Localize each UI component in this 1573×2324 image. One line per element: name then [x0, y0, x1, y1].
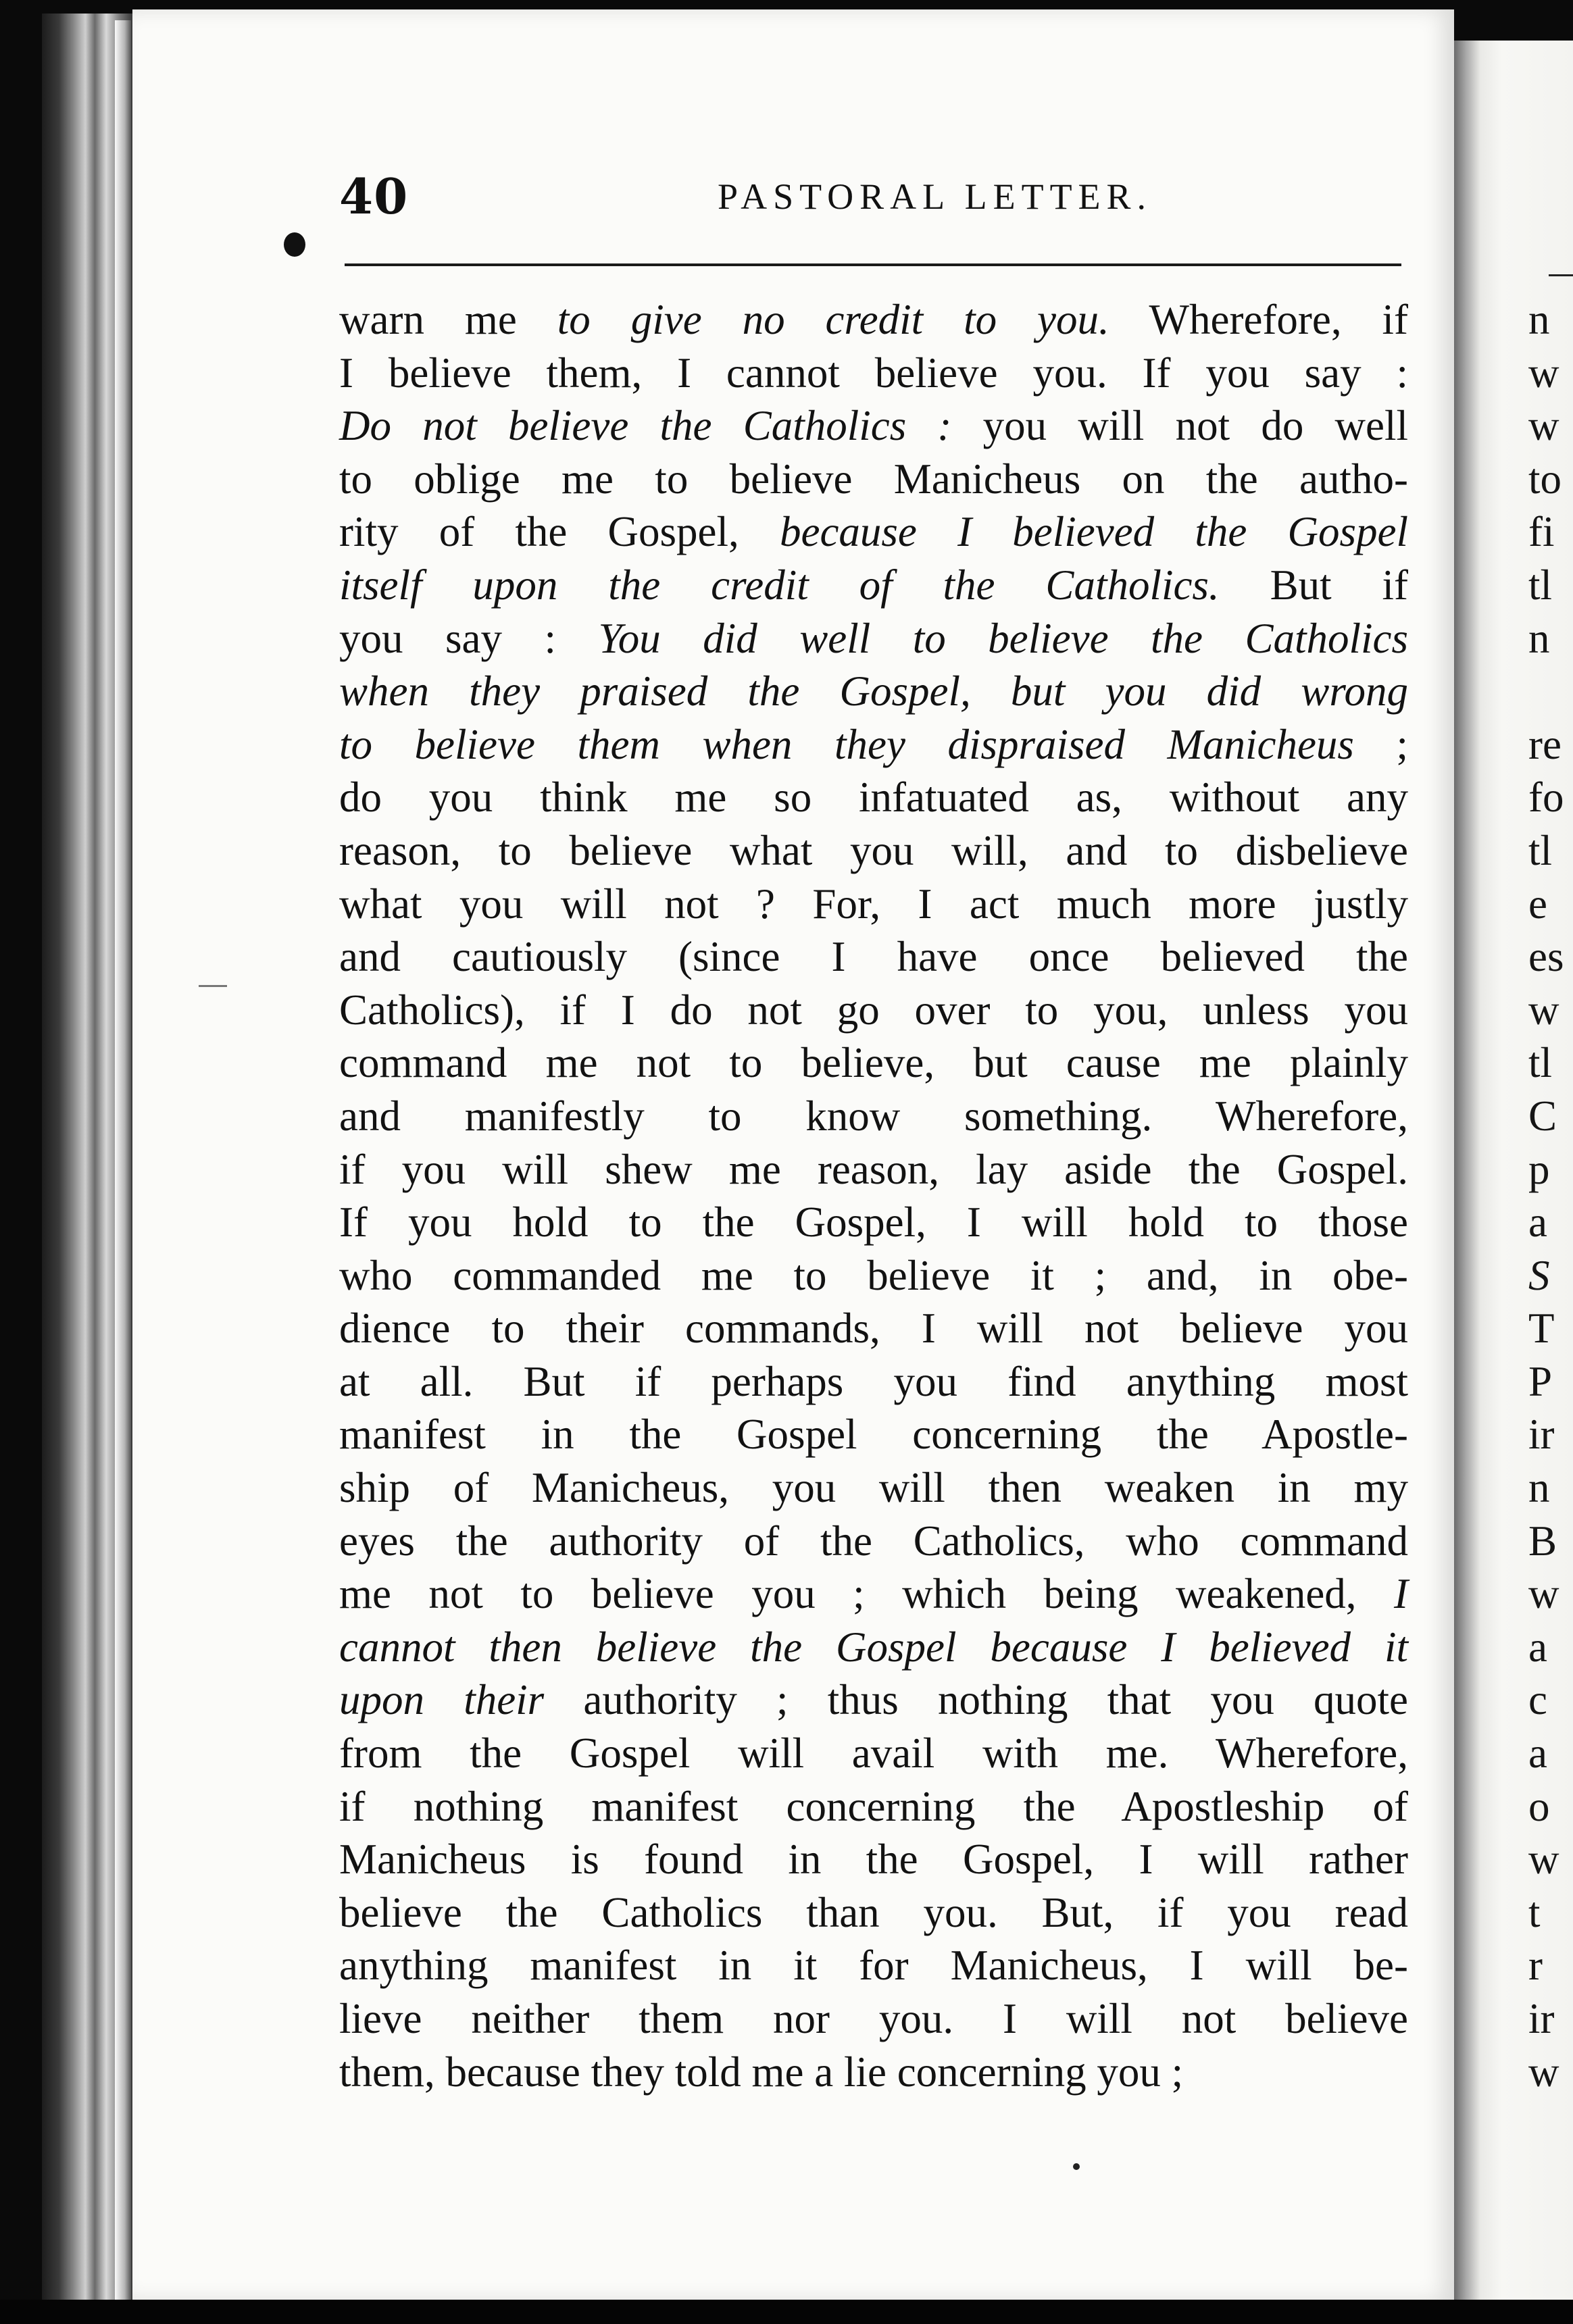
text-line: [339, 1833, 1408, 1886]
facing-page-fragment: S: [1528, 1251, 1550, 1299]
facing-page-fragment: fi: [1528, 508, 1555, 556]
text-run: eyes the authority of the Catholics, who command: [339, 1517, 1408, 1565]
text-run: ship of Manicheus, you will then weaken in my: [339, 1464, 1408, 1512]
text-line: [339, 1355, 1408, 1409]
text-line: [339, 1673, 1408, 1727]
text-line: [339, 1621, 1408, 1674]
text-line: [339, 1567, 1408, 1621]
facing-page-fragment: tl: [1528, 826, 1553, 874]
text-run: you will not do well: [951, 402, 1408, 450]
facing-page-fragment: a: [1528, 1623, 1547, 1671]
facing-page-fragment: to: [1528, 455, 1562, 503]
facing-page-fragment: B: [1528, 1517, 1557, 1565]
scan-border: [0, 2300, 1573, 2324]
facing-page-fragment: re: [1528, 720, 1562, 768]
text-run: do you think me so infatuated as, without any: [339, 774, 1408, 822]
text-line: [339, 347, 1408, 400]
facing-page-fragment: T: [1528, 1305, 1555, 1353]
text-line: [339, 559, 1408, 612]
facing-page-fragment: o: [1528, 1782, 1550, 1830]
facing-page-fragment: w: [1528, 2048, 1559, 2096]
facing-page-fragment: r: [1528, 1942, 1543, 1990]
text-run: Catholics), if I do not go over to you, unless you: [339, 986, 1408, 1034]
italic-text: because I believed the Gospel: [779, 508, 1408, 556]
text-run: warn me: [339, 296, 557, 343]
facing-page-fragment: n: [1528, 296, 1550, 343]
text-run: command me not to believe, but cause me plainly: [339, 1039, 1408, 1087]
text-run: if you will shew me reason, lay aside the Gospel.: [339, 1145, 1408, 1193]
italic-text: cannot then believe the Gospel because I believed it: [339, 1623, 1408, 1671]
text-run: rity of the Gospel,: [339, 508, 780, 556]
text-run: believe the Catholics than you. But, if you read: [339, 1888, 1408, 1936]
text-line: [339, 1036, 1408, 1090]
text-run: what you will not ? For, I act much more justly: [339, 880, 1408, 928]
facing-page-text-fragments: [1528, 293, 1564, 2098]
facing-page-fragment: w: [1528, 402, 1559, 450]
text-line: [339, 665, 1408, 718]
text-run: authority ; thus nothing that you quote: [544, 1676, 1408, 1724]
text-run: I believe them, I cannot believe you. If you say :: [339, 349, 1408, 397]
text-line: [339, 930, 1408, 984]
text-line: [339, 293, 1408, 347]
italic-text: I: [1394, 1570, 1408, 1618]
text-line: [339, 1886, 1408, 1940]
facing-page-fragment: p: [1528, 1145, 1550, 1193]
text-line: [339, 399, 1408, 453]
text-line: [339, 453, 1408, 506]
page-edge-strip: [115, 20, 131, 2304]
text-line: [339, 612, 1408, 665]
text-run: at all. But if perhaps you find anything most: [339, 1357, 1408, 1405]
italic-text: You did well to believe the Catholics: [598, 614, 1409, 662]
text-run: you say :: [339, 614, 599, 662]
italic-text: upon their: [339, 1676, 545, 1724]
facing-page-fragment: w: [1528, 349, 1559, 397]
text-line: [339, 1939, 1408, 1992]
facing-page-fragment: w: [1528, 986, 1559, 1034]
text-run: reason, to believe what you will, and to disbelieve: [339, 826, 1408, 874]
facing-page-fragment: t: [1528, 1888, 1541, 1936]
text-line: [339, 1090, 1408, 1143]
text-run: ;: [1353, 720, 1408, 768]
text-run: from the Gospel will avail with me. Wherefore,: [339, 1729, 1408, 1777]
text-run: and manifestly to know something. Wherefore,: [339, 1092, 1408, 1140]
italic-text: itself upon the credit of the Catholics.: [339, 561, 1220, 609]
text-line: [339, 1196, 1408, 1249]
facing-page-fragment: [1528, 665, 1564, 718]
text-run: But if: [1219, 561, 1408, 609]
italic-text: to believe them when they dispraised Manicheus: [339, 720, 1354, 768]
text-run: and cautiously (since I have once believed the: [339, 933, 1408, 981]
facing-page-fragment: fo: [1528, 774, 1564, 822]
facing-page-fragment: a: [1528, 1198, 1547, 1246]
page-number: 40: [339, 168, 409, 225]
facing-page-fragment: c: [1528, 1676, 1547, 1724]
text-run: to oblige me to believe Manicheus on the autho-: [339, 455, 1408, 503]
facing-page-fragment: tl: [1528, 561, 1553, 609]
facing-page-fragment: P: [1528, 1357, 1553, 1405]
text-line: [339, 1727, 1408, 1780]
text-run: Wherefore, if: [1109, 296, 1408, 343]
ink-blot: [284, 232, 305, 257]
body-text: [339, 293, 1408, 2098]
text-run: Manicheus is found in the Gospel, I will rather: [339, 1836, 1408, 1884]
text-line: [339, 1249, 1408, 1303]
facing-page-fragment: n: [1528, 614, 1550, 662]
facing-page-fragment: ir: [1528, 1411, 1555, 1459]
text-line: [339, 1992, 1408, 2046]
text-run: manifest in the Gospel concerning the Apostle-: [339, 1411, 1408, 1459]
text-line: [339, 1302, 1408, 1355]
ink-speck: [1073, 2163, 1080, 2170]
text-line: [339, 1143, 1408, 1196]
text-run: dience to their commands, I will not believe you: [339, 1305, 1408, 1353]
facing-page-rule: [1549, 274, 1573, 276]
text-run: If you hold to the Gospel, I will hold to those: [339, 1198, 1408, 1246]
text-line: [339, 878, 1408, 931]
italic-text: when they praised the Gospel, but you did wrong: [339, 667, 1408, 715]
facing-page-fragment: w: [1528, 1836, 1559, 1884]
text-line: [339, 1461, 1408, 1515]
text-run: if nothing manifest concerning the Apostleship of: [339, 1782, 1408, 1830]
page-header: [339, 168, 1401, 235]
text-line: [339, 1515, 1408, 1568]
facing-page-fragment: n: [1528, 1464, 1550, 1512]
text-run: me not to believe you ; which being weakened,: [339, 1570, 1395, 1618]
facing-page-fragment: es: [1528, 933, 1564, 981]
header-rule: [345, 263, 1401, 266]
text-line: [339, 718, 1408, 772]
facing-page-fragment: w: [1528, 1570, 1559, 1618]
text-line: [339, 771, 1408, 824]
text-line: [339, 2046, 1408, 2099]
text-line: [339, 824, 1408, 878]
text-run: anything manifest in it for Manicheus, I will be-: [339, 1942, 1408, 1990]
margin-mark: [199, 985, 227, 987]
facing-page-fragment: C: [1528, 1092, 1557, 1140]
italic-text: Do not believe the Catholics :: [339, 402, 952, 450]
facing-page-fragment: e: [1528, 880, 1547, 928]
text-line: [339, 984, 1408, 1037]
text-run: them, because they told me a lie concerning you ;: [339, 2048, 1184, 2096]
italic-text: to give no credit to you.: [557, 296, 1109, 343]
text-line: [339, 1780, 1408, 1834]
facing-page-fragment: tl: [1528, 1039, 1553, 1087]
facing-page-fragment: a: [1528, 1729, 1547, 1777]
text-line: [339, 1408, 1408, 1461]
facing-page-fragment: ir: [1528, 1995, 1555, 2042]
running-head: PASTORAL LETTER.: [718, 176, 1153, 217]
text-run: who commanded me to believe it ; and, in obe-: [339, 1251, 1408, 1299]
text-run: lieve neither them nor you. I will not believe: [339, 1995, 1408, 2042]
text-line: [339, 505, 1408, 559]
